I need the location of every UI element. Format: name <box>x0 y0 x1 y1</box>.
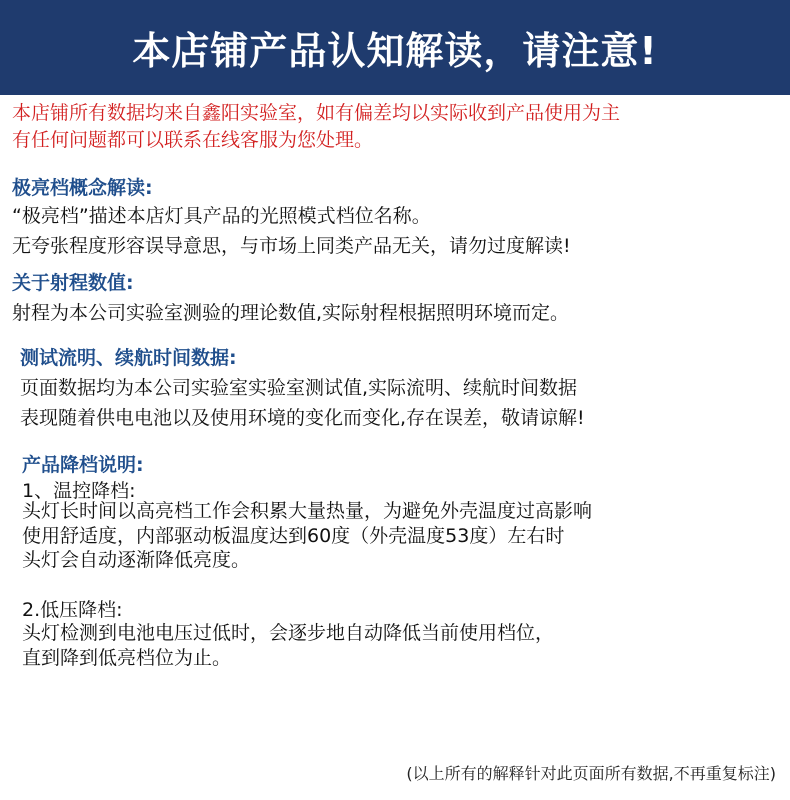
range-heading: 关于射程数值: <box>12 272 134 294</box>
downshift-item1-title: 1、温控降档: <box>22 480 136 502</box>
notice-line-2: 有任何问题都可以联系在线客服为您处理。 <box>12 129 374 151</box>
downshift-item2-line-2: 直到降到低亮档位为止。 <box>22 647 232 669</box>
downshift-item1-line-2: 使用舒适度，内部驱动板温度达到60度（外壳温度53度）左右时 <box>22 525 565 547</box>
brightness-line-2: 无夸张程度形容误导意思，与市场上同类产品无关，请勿过度解读! <box>12 235 571 257</box>
footer-note: (以上所有的解释针对此页面所有数据,不再重复标注) <box>406 764 776 783</box>
downshift-item2-title: 2.低压降档: <box>22 599 123 621</box>
runtime-heading: 测试流明、续航时间数据: <box>20 347 237 369</box>
runtime-line-2: 表现随着供电电池以及使用环境的变化而变化,存在误差，敬请谅解! <box>20 407 585 429</box>
downshift-item1-line-1: 头灯长时间以高亮档工作会积累大量热量，为避免外壳温度过高影响 <box>22 500 593 522</box>
page-title: 本店铺产品认知解读，请注意! <box>132 29 658 73</box>
header-banner <box>0 0 790 95</box>
brightness-line-1: “极亮档”描述本店灯具产品的光照模式档位名称。 <box>12 205 431 227</box>
downshift-item1-line-3: 头灯会自动逐渐降低亮度。 <box>22 549 251 571</box>
brightness-heading: 极亮档概念解读: <box>12 177 153 199</box>
downshift-heading: 产品降档说明: <box>22 454 144 476</box>
notice-line-1: 本店铺所有数据均来自鑫阳实验室，如有偏差均以实际收到产品使用为主 <box>12 102 621 124</box>
range-line-1: 射程为本公司实验室测验的理论数值,实际射程根据照明环境而定。 <box>12 302 570 324</box>
runtime-line-1: 页面数据均为本公司实验室实验室测试值,实际流明、续航时间数据 <box>20 377 578 399</box>
downshift-item2-line-1: 头灯检测到电池电压过低时，会逐步地自动降低当前使用档位， <box>22 622 555 644</box>
